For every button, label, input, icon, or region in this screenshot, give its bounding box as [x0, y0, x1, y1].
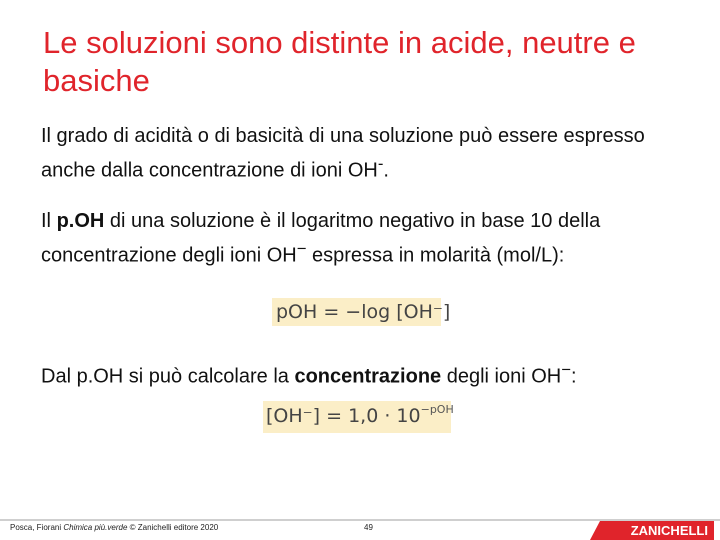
- footer-book-title: Chimica più.verde: [63, 523, 128, 532]
- paragraph-concentration: [41, 356, 691, 391]
- superscript: −: [561, 360, 571, 379]
- paragraph-end: .: [383, 159, 389, 182]
- logo-notch-decoration: [590, 521, 600, 540]
- formula-poh: pOH = −log [OH⁻]: [272, 298, 441, 326]
- paragraph-text: degli ioni OH: [441, 365, 562, 388]
- paragraph-end: :: [570, 365, 577, 388]
- paragraph-pre: Dal p.OH si può calcolare la: [41, 365, 295, 388]
- paragraph-poh-definition: [41, 207, 691, 270]
- poh-term: p.OH: [56, 210, 105, 232]
- formula-base: [OH⁻] = 1,0 · 10: [266, 405, 421, 427]
- superscript: −: [296, 239, 307, 258]
- paragraph-text: di una soluzione è il logaritmo negativo in base 10 della concentrazione degli ioni OH: [41, 210, 601, 267]
- footer-publisher: © Zanichelli editore 2020: [127, 523, 219, 532]
- footer-authors: Posca, Fiorani: [10, 523, 64, 532]
- zanichelli-logo: ZANICHELLI: [590, 521, 714, 540]
- footer-credits: [10, 522, 218, 534]
- formula-oh-concentration: [263, 401, 454, 433]
- page-number: 49: [364, 523, 373, 532]
- paragraph-pre: Il: [41, 210, 57, 232]
- paragraph-end: espressa in molarità (mol/L):: [306, 244, 565, 267]
- paragraph-text: Il grado di acidità o di basicità di una soluzione può essere espresso anche dalla concentrazione di ioni OH: [41, 125, 645, 182]
- paragraph-acidity-intro: [41, 122, 691, 185]
- slide-title: Le soluzioni sono distinte in acide, neutre e basiche: [43, 25, 636, 98]
- formula-exponent: −pOH: [420, 403, 454, 416]
- superscript: -: [377, 154, 384, 173]
- concentration-term: concentrazione: [294, 365, 442, 388]
